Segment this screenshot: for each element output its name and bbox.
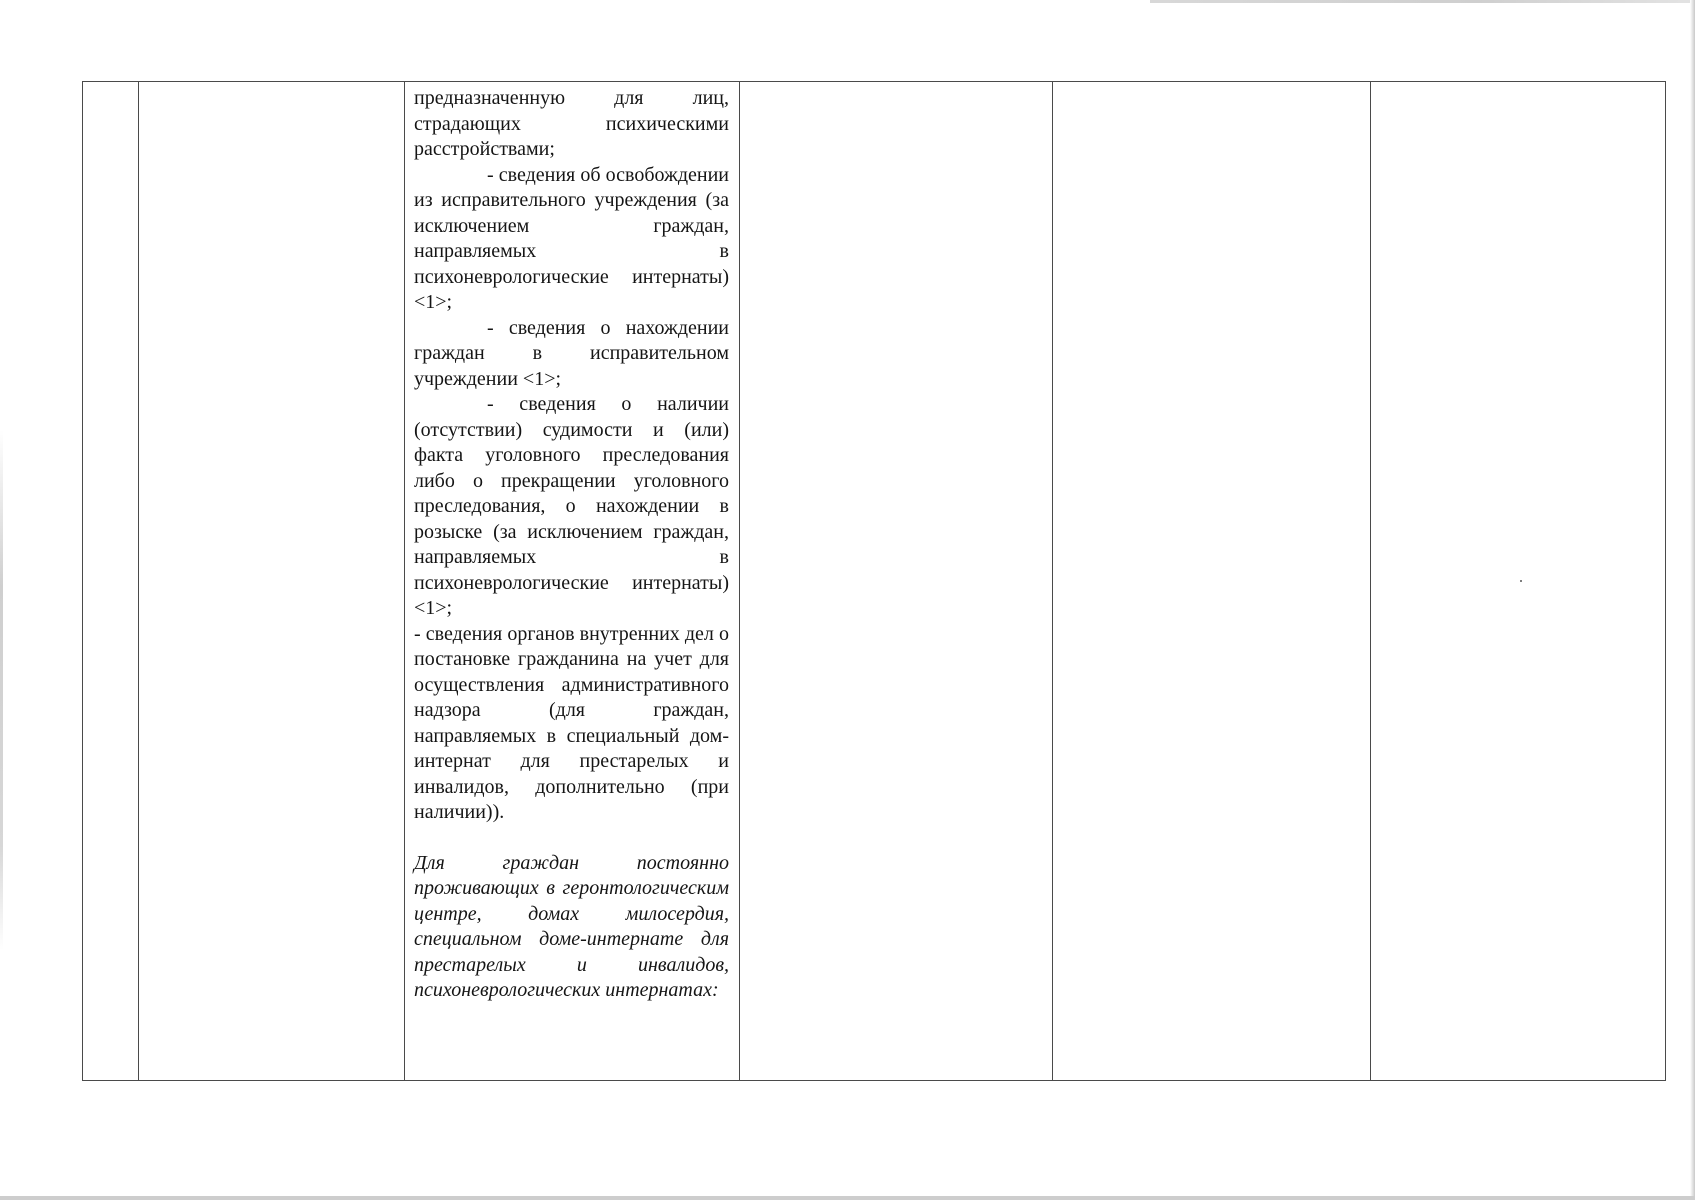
table-col-6 xyxy=(1371,82,1665,1080)
table-col-2 xyxy=(139,82,405,1080)
paragraph-gap xyxy=(414,826,729,851)
scan-top-edge xyxy=(1150,0,1695,3)
paragraph-2: - сведения об освобождении из исправительного учреждения (за исключением граждан, направляемых в психоневрологические интернаты) <1>; xyxy=(414,163,729,313)
scan-right-edge xyxy=(1690,0,1695,1200)
table-col-4 xyxy=(740,82,1053,1080)
document-table xyxy=(82,81,1666,1081)
table-col-5 xyxy=(1053,82,1371,1080)
scan-left-edge xyxy=(0,430,3,950)
paragraph-4: - сведения о наличии (отсутствии) судимости и (или) факта уголовного преследования либо о прекращении уголовного преследования, о нахождении в розыске (за исключением граждан, направляемых в психоневрологические интернаты) <1>; xyxy=(414,393,729,619)
table-col-documents xyxy=(405,82,740,1080)
paragraph-3: - сведения о нахождении граждан в исправительном учреждении <1>; xyxy=(414,316,729,390)
paragraph-6-italic: Для граждан постоянно проживающих в геронтологическим центре, домах милосердия, специальном доме-интернате для престарелых и инвалидов, психоневрологических интернатах: xyxy=(414,851,729,1001)
scan-speck xyxy=(1520,580,1522,582)
documents-cell-text xyxy=(414,86,729,1004)
paragraph-5: - сведения органов внутренних дел о постановке гражданина на учет для осуществления административного надзора (для граждан, направляемых в специальный дом-интернат для престарелых и инвалидов, дополнительно (при наличии)). xyxy=(414,622,729,823)
table-col-number xyxy=(83,82,139,1080)
paragraph-1: предназначенную для лиц, страдающих психическими расстройствами; xyxy=(414,87,729,160)
scan-bottom-edge xyxy=(0,1196,1695,1200)
